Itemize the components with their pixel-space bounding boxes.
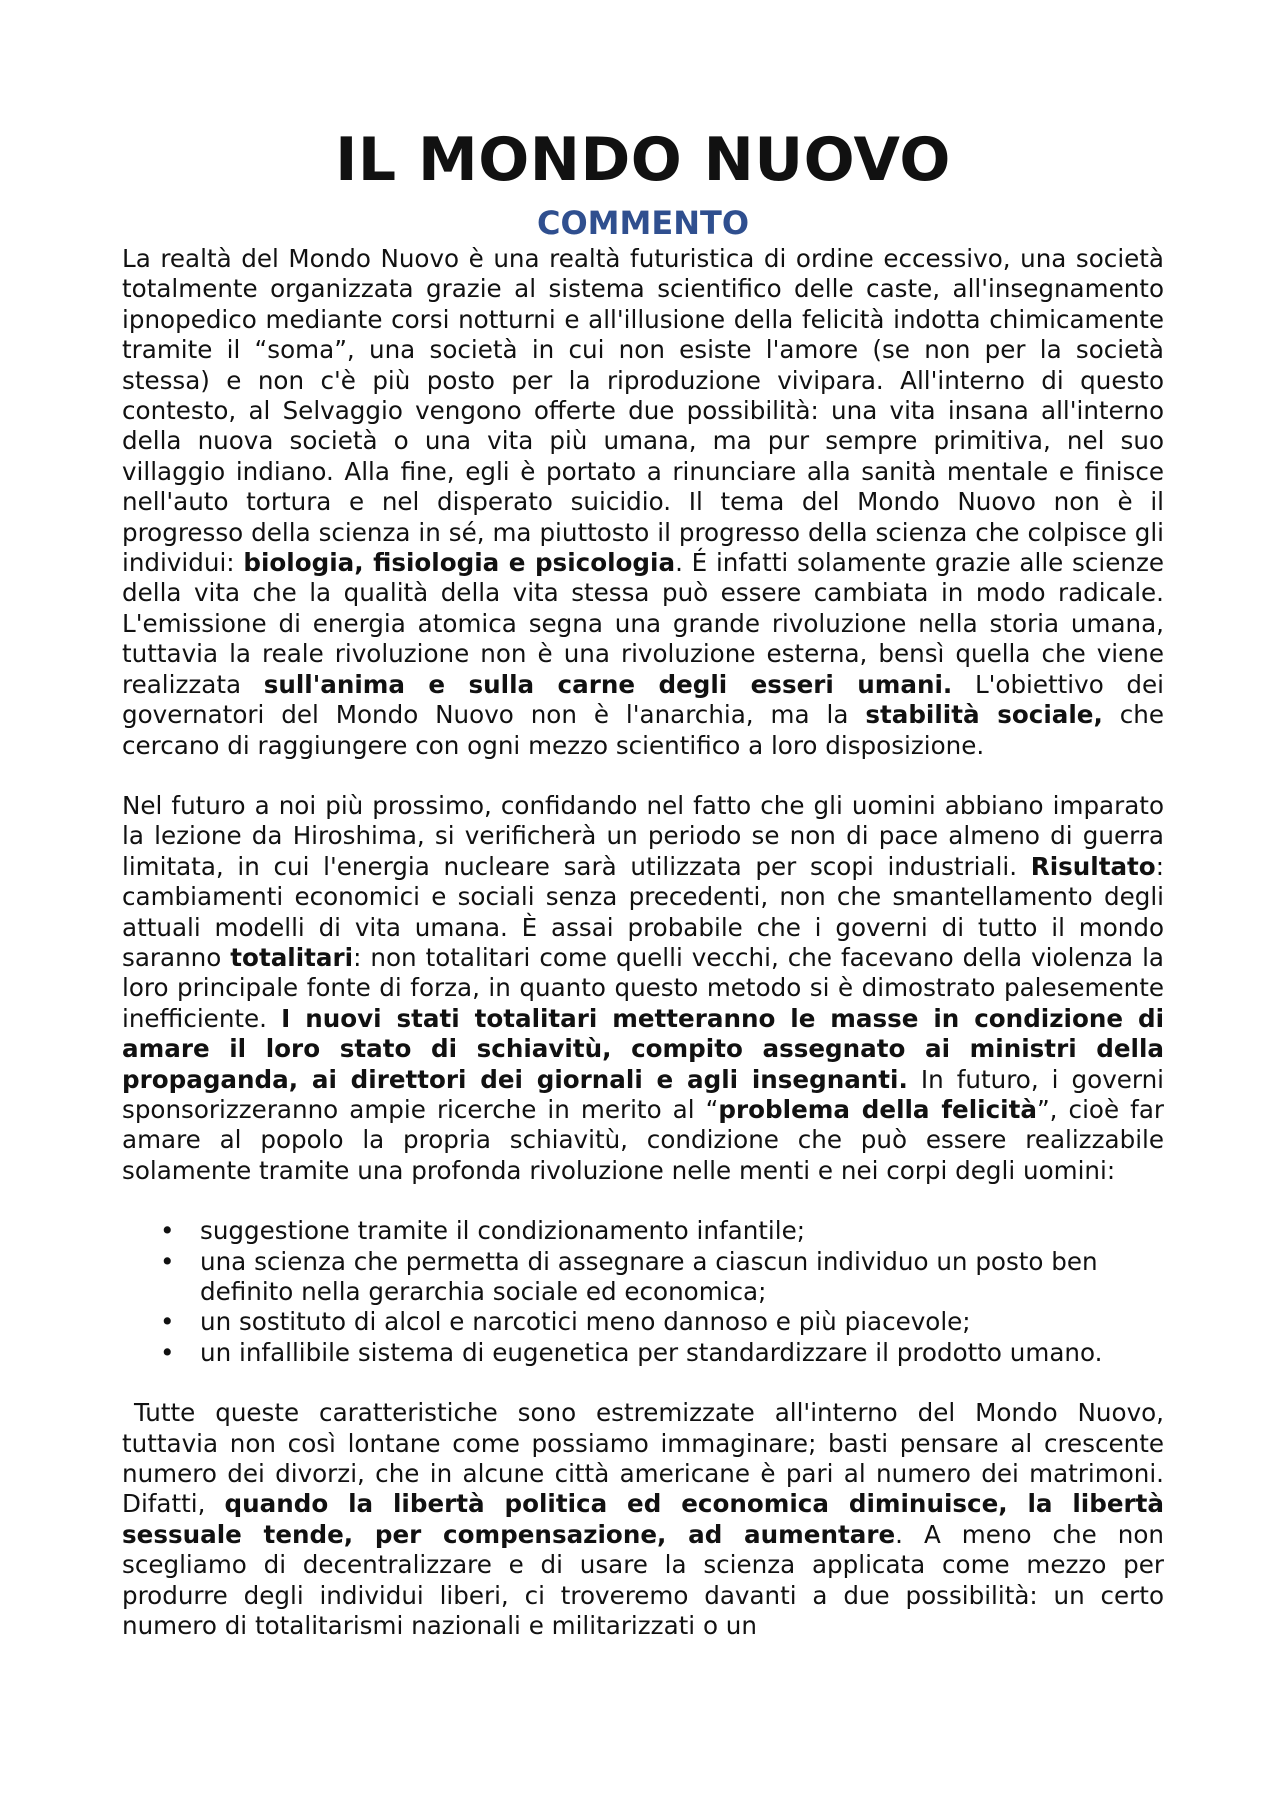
bullet-icon: • [160,1337,175,1367]
paragraph-gap [122,1368,1164,1398]
bold-run: problema della felicità [718,1094,1037,1124]
list-item-text: suggestione tramite il condizionamento infantile; [200,1216,806,1246]
bold-run: biologia, fisiologia e psicologia [243,548,676,578]
bold-run: sull'anima e sulla carne degli esseri umani. [263,669,953,699]
document-page [122,118,1164,1641]
bold-run: Risultato [1030,851,1156,881]
text-run: L'obiettivo dei governatori del Mondo Nuovo non è l'anarchia, ma la [122,669,1164,730]
list-item [122,1307,1164,1337]
list-item [122,1247,1164,1308]
text-run: : non totalitari come quelli vecchi, che facevano della violenza la loro principale fonte di forza, in quanto questo metodo si è dimostrato palesemente inefficiente. [122,942,1165,1033]
document-title: IL MONDO NUOVO [335,125,951,195]
list-item-text: un infallibile sistema di eugenetica per standardizzare il prodotto umano. [200,1337,1103,1367]
list-item [122,1216,1164,1246]
text-run: : cambiamenti economici e sociali senza precedenti, non che smantellamento degli attuali modelli di vita umana. È assai probabile che i governi di tutto il mondo saranno [122,851,1164,972]
bullet-icon: • [160,1307,175,1337]
paragraph-gap [122,1186,1164,1216]
text-run: che cercano di raggiungere con ogni mezzo scientifico a loro disposizione. [122,700,1164,760]
paragraph-3 [122,1398,1164,1641]
text-run: ”, cioè far amare al popolo la propria schiavitù, condizione che può essere realizzabile solamente tramite una profonda rivoluzione nelle menti e nei corpi degli uomini: [122,1094,1164,1185]
list-item-text: una scienza che permetta di assegnare a ciascun individuo un posto ben definito nella gerarchia sociale ed economica; [200,1246,1098,1306]
text-run: . É infatti solamente grazie alle scienze della vita che la qualità della vita stessa può essere cambiata in modo radicale. L'emissione di energia atomica segna una grande rivoluzione nella storia umana, tuttavia la reale rivoluzione non è una rivoluzione esterna, bensì quella che viene realizzata [122,548,1164,699]
paragraph-2 [122,791,1164,1186]
paragraph-gap [122,761,1164,791]
bullet-icon: • [160,1246,175,1276]
paragraph-1 [122,244,1164,761]
bullet-list [122,1216,1164,1368]
text-run: Nel futuro a noi più prossimo, confidando nel fatto che gli uomini abbiano imparato la lezione da Hiroshima, si verificherà un periodo se non di pace almeno di guerra limitata, in cui l'energia nucleare sarà utilizzata per scopi industriali. [122,790,1164,881]
text-run: La realtà del Mondo Nuovo è una realtà futuristica di ordine eccessivo, una società totalmente organizzata grazie al sistema scientifico delle caste, all'insegnamento ipnopedico mediante corsi notturni e all'illusione della felicità indotta chimicamente tramite il “soma”, una società in cui non esiste l'amore (se non per la società stessa) e non c'è più posto per la riproduzione vivipara. All'interno di questo contesto, al Selvaggio vengono offerte due possibilità: una vita insana all'interno della nuova società o una vita più umana, ma pur sempre primitiva, nel suo villaggio indiano. Alla fine, egli è portato a rinunciare alla sanità mentale e finisce nell'auto tortura e nel disperato suicidio. Il tema del Mondo Nuovo non è il progresso della scienza in sé, ma piuttosto il progresso della scienza che colpisce gli individui: [122,244,1164,578]
text-run: In futuro, i governi sponsorizzeranno ampie ricerche in merito al “ [122,1064,1164,1124]
text-run: Tutte queste caratteristiche sono estremizzate all'interno del Mondo Nuovo, tuttavia non così lontane come possiamo immaginare; basti pensare al crescente numero dei divorzi, che in alcune città americane è pari al numero dei matrimoni. Difatti, [122,1398,1164,1519]
bold-run: quando la libertà politica ed economica diminuisce, la libertà sessuale tende, per compensazione, ad aumentare [122,1489,1164,1549]
bullet-icon: • [160,1216,175,1246]
bold-run: I nuovi stati totalitari metteranno le masse in condizione di amare il loro stato di schiavitù, compito assegnato ai ministri della propaganda, ai direttori dei giornali e agli insegnanti. [122,1003,1164,1094]
text-run: . A meno che non scegliamo di decentralizzare e di usare la scienza applicata come mezzo per produrre degli individui liberi, ci troveremo davanti a due possibilità: un certo numero di totalitarismi nazionali e militarizzati o un [122,1519,1164,1641]
bold-run: totalitari [230,942,354,972]
list-item [122,1338,1164,1368]
list-item-text: un sostituto di alcol e narcotici meno dannoso e più piacevole; [200,1307,971,1337]
document-subtitle: COMMENTO [536,204,750,242]
bold-run: stabilità sociale, [865,700,1103,730]
